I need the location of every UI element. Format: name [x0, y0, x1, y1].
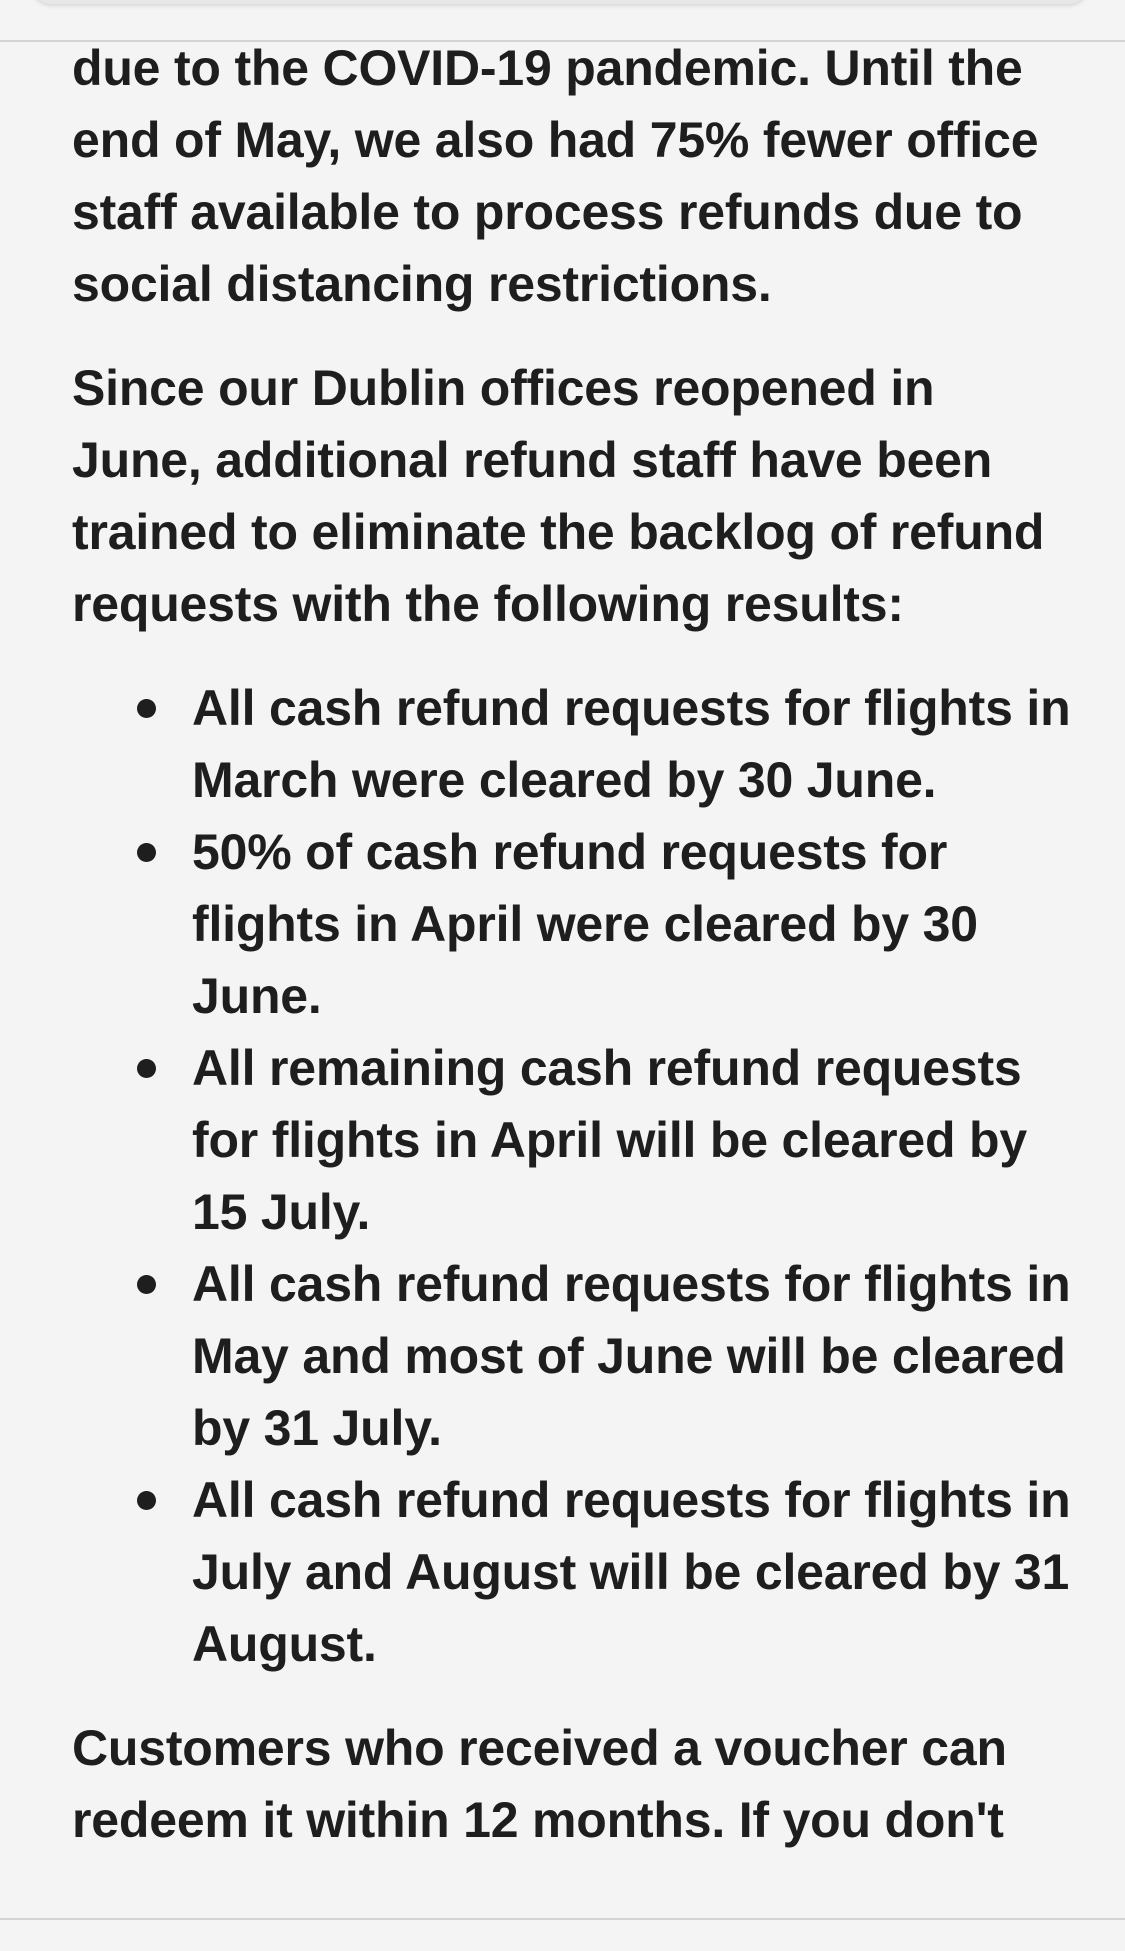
article-body	[72, 32, 1072, 1888]
bullet-icon	[137, 1491, 156, 1510]
browser-toolbar	[30, 0, 1090, 4]
list-item	[72, 1248, 1072, 1464]
list-item	[72, 1032, 1072, 1248]
paragraph-covid-staffing: due to the COVID-19 pandemic. Until the end of May, we also had 75% fewer office staff available to process refunds due to social distancing restrictions.	[72, 40, 1039, 312]
list-item-text: All cash refund requests for flights in July and August will be cleared by 31 August.	[192, 1472, 1071, 1672]
list-item-text: 50% of cash refund requests for flights in April were cleared by 30 June.	[192, 824, 978, 1024]
bottom-bar	[0, 1920, 1125, 1951]
bullet-icon	[137, 843, 156, 862]
list-item-text: All cash refund requests for flights in March were cleared by 30 June.	[192, 680, 1071, 808]
list-item	[72, 1464, 1072, 1680]
bullet-icon	[137, 1275, 156, 1294]
bullet-icon	[137, 699, 156, 718]
bullet-icon	[137, 1059, 156, 1078]
paragraph-dublin-offices: Since our Dublin offices reopened in June, additional refund staff have been trained to eliminate the backlog of refund requests with the following results:	[72, 360, 1045, 632]
list-item-text: All remaining cash refund requests for flights in April will be cleared by 15 July.	[192, 1040, 1027, 1240]
list-item-text: All cash refund requests for flights in May and most of June will be cleared by 31 July.	[192, 1256, 1071, 1456]
paragraph-voucher: Customers who received a voucher can redeem it within 12 months. If you don't	[72, 1720, 1007, 1848]
list-item	[72, 672, 1072, 816]
list-item	[72, 816, 1072, 1032]
refund-results-list	[72, 672, 1072, 1680]
